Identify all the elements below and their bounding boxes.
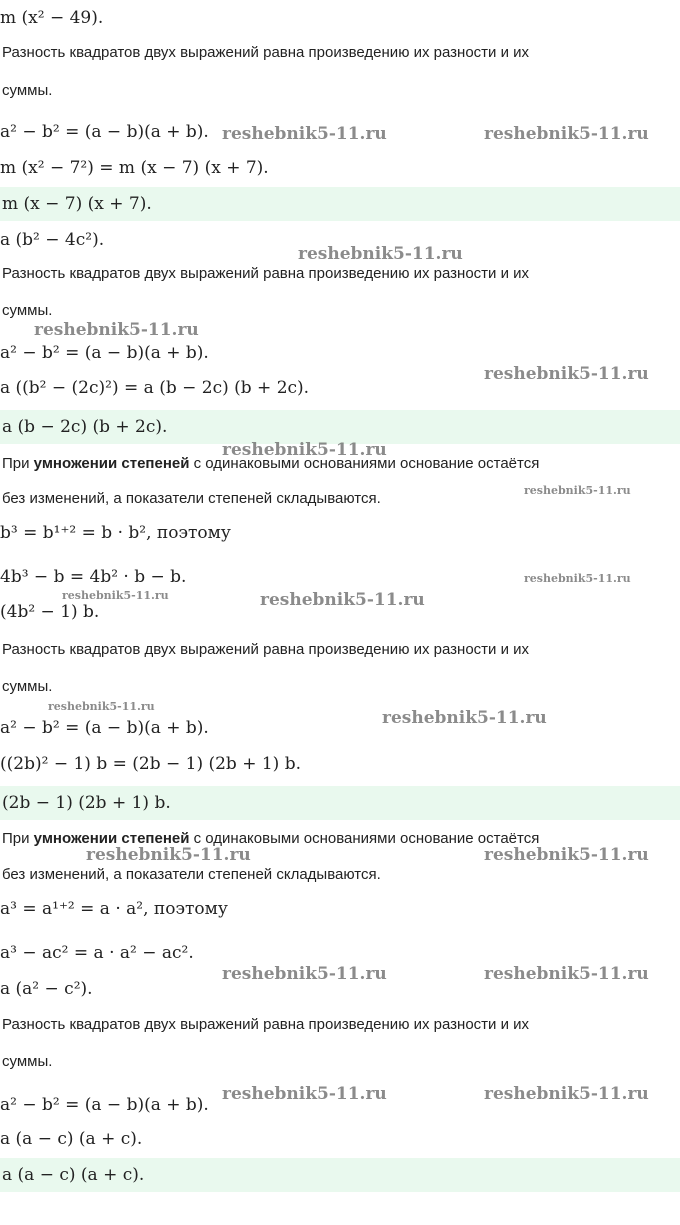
math-line: 4b³ − b = 4b² · b − b. (0, 567, 187, 587)
math-line: a³ = a¹⁺² = a · a², поэтому (0, 899, 228, 919)
watermark-text: reshebnik5-11.ru (484, 964, 649, 984)
watermark-text: reshebnik5-11.ru (524, 572, 631, 585)
math-line: a (b² − 4c²). (0, 230, 105, 250)
answer-line (0, 410, 680, 444)
text-after: с одинаковыми основаниями основание остаётся (189, 455, 540, 472)
math-line: (4b² − 1) b. (0, 602, 100, 622)
watermark-text: reshebnik5-11.ru (260, 590, 425, 610)
text-line: суммы. (2, 1053, 53, 1070)
math-line: a³ − ac² = a · a² − ac². (0, 943, 194, 963)
math-line: b³ = b¹⁺² = b · b², поэтому (0, 523, 231, 543)
answer-line (0, 187, 680, 221)
text-line: Разность квадратов двух выражений равна произведению их разности и их (2, 1016, 530, 1033)
watermark-text: reshebnik5-11.ru (524, 484, 631, 497)
answer-text: (2b − 1) (2b + 1) b. (2, 793, 171, 813)
watermark-text: reshebnik5-11.ru (34, 320, 199, 340)
answer-line (0, 1158, 680, 1192)
math-line: ((2b)² − 1) b = (2b − 1) (2b + 1) b. (0, 754, 302, 774)
bold-term: умножении степеней (33, 455, 190, 472)
math-line: a (a² − c²). (0, 979, 93, 999)
watermark-text: reshebnik5-11.ru (484, 364, 649, 384)
text-before: При (2, 830, 34, 847)
text-line: Разность квадратов двух выражений равна произведению их разности и их (2, 641, 530, 658)
watermark-text: reshebnik5-11.ru (222, 440, 387, 460)
text-before: При (2, 455, 34, 472)
watermark-text: reshebnik5-11.ru (298, 244, 463, 264)
watermark-text: reshebnik5-11.ru (222, 964, 387, 984)
math-line: a² − b² = (a − b)(a + b). (0, 343, 209, 363)
watermark-text: reshebnik5-11.ru (484, 1084, 649, 1104)
watermark-text: reshebnik5-11.ru (222, 1084, 387, 1104)
answer-text: a (a − c) (a + c). (2, 1165, 145, 1185)
answer-text: m (x − 7) (x + 7). (2, 194, 152, 214)
text-after: с одинаковыми основаниями основание остаётся (189, 830, 540, 847)
text-line: без изменений, а показатели степеней складываются. (2, 866, 381, 883)
math-line: m (x² − 7²) = m (x − 7) (x + 7). (0, 158, 269, 178)
watermark-text: reshebnik5-11.ru (222, 124, 387, 144)
text-line: суммы. (2, 82, 53, 99)
bold-term: умножении степеней (33, 830, 190, 847)
answer-text: a (b − 2c) (b + 2c). (2, 417, 168, 437)
answer-line (0, 786, 680, 820)
math-line: a² − b² = (a − b)(a + b). (0, 1095, 209, 1115)
watermark-text: reshebnik5-11.ru (48, 700, 155, 713)
watermark-text: reshebnik5-11.ru (382, 708, 547, 728)
math-line: m (x² − 49). (0, 8, 104, 28)
text-line: Разность квадратов двух выражений равна произведению их разности и их (2, 265, 530, 282)
watermark-text: reshebnik5-11.ru (484, 845, 649, 865)
text-line (2, 830, 539, 847)
math-line: a (a − c) (a + c). (0, 1129, 143, 1149)
text-line: без изменений, а показатели степеней складываются. (2, 490, 381, 507)
watermark-text: reshebnik5-11.ru (484, 124, 649, 144)
text-line: Разность квадратов двух выражений равна произведению их разности и их (2, 44, 530, 61)
math-line: a ((b² − (2c)²) = a (b − 2c) (b + 2c). (0, 378, 310, 398)
math-line: a² − b² = (a − b)(a + b). (0, 718, 209, 738)
math-line: a² − b² = (a − b)(a + b). (0, 122, 209, 142)
watermark-text: reshebnik5-11.ru (62, 589, 169, 602)
watermark-text: reshebnik5-11.ru (86, 845, 251, 865)
text-line: суммы. (2, 302, 53, 319)
text-line: суммы. (2, 678, 53, 695)
